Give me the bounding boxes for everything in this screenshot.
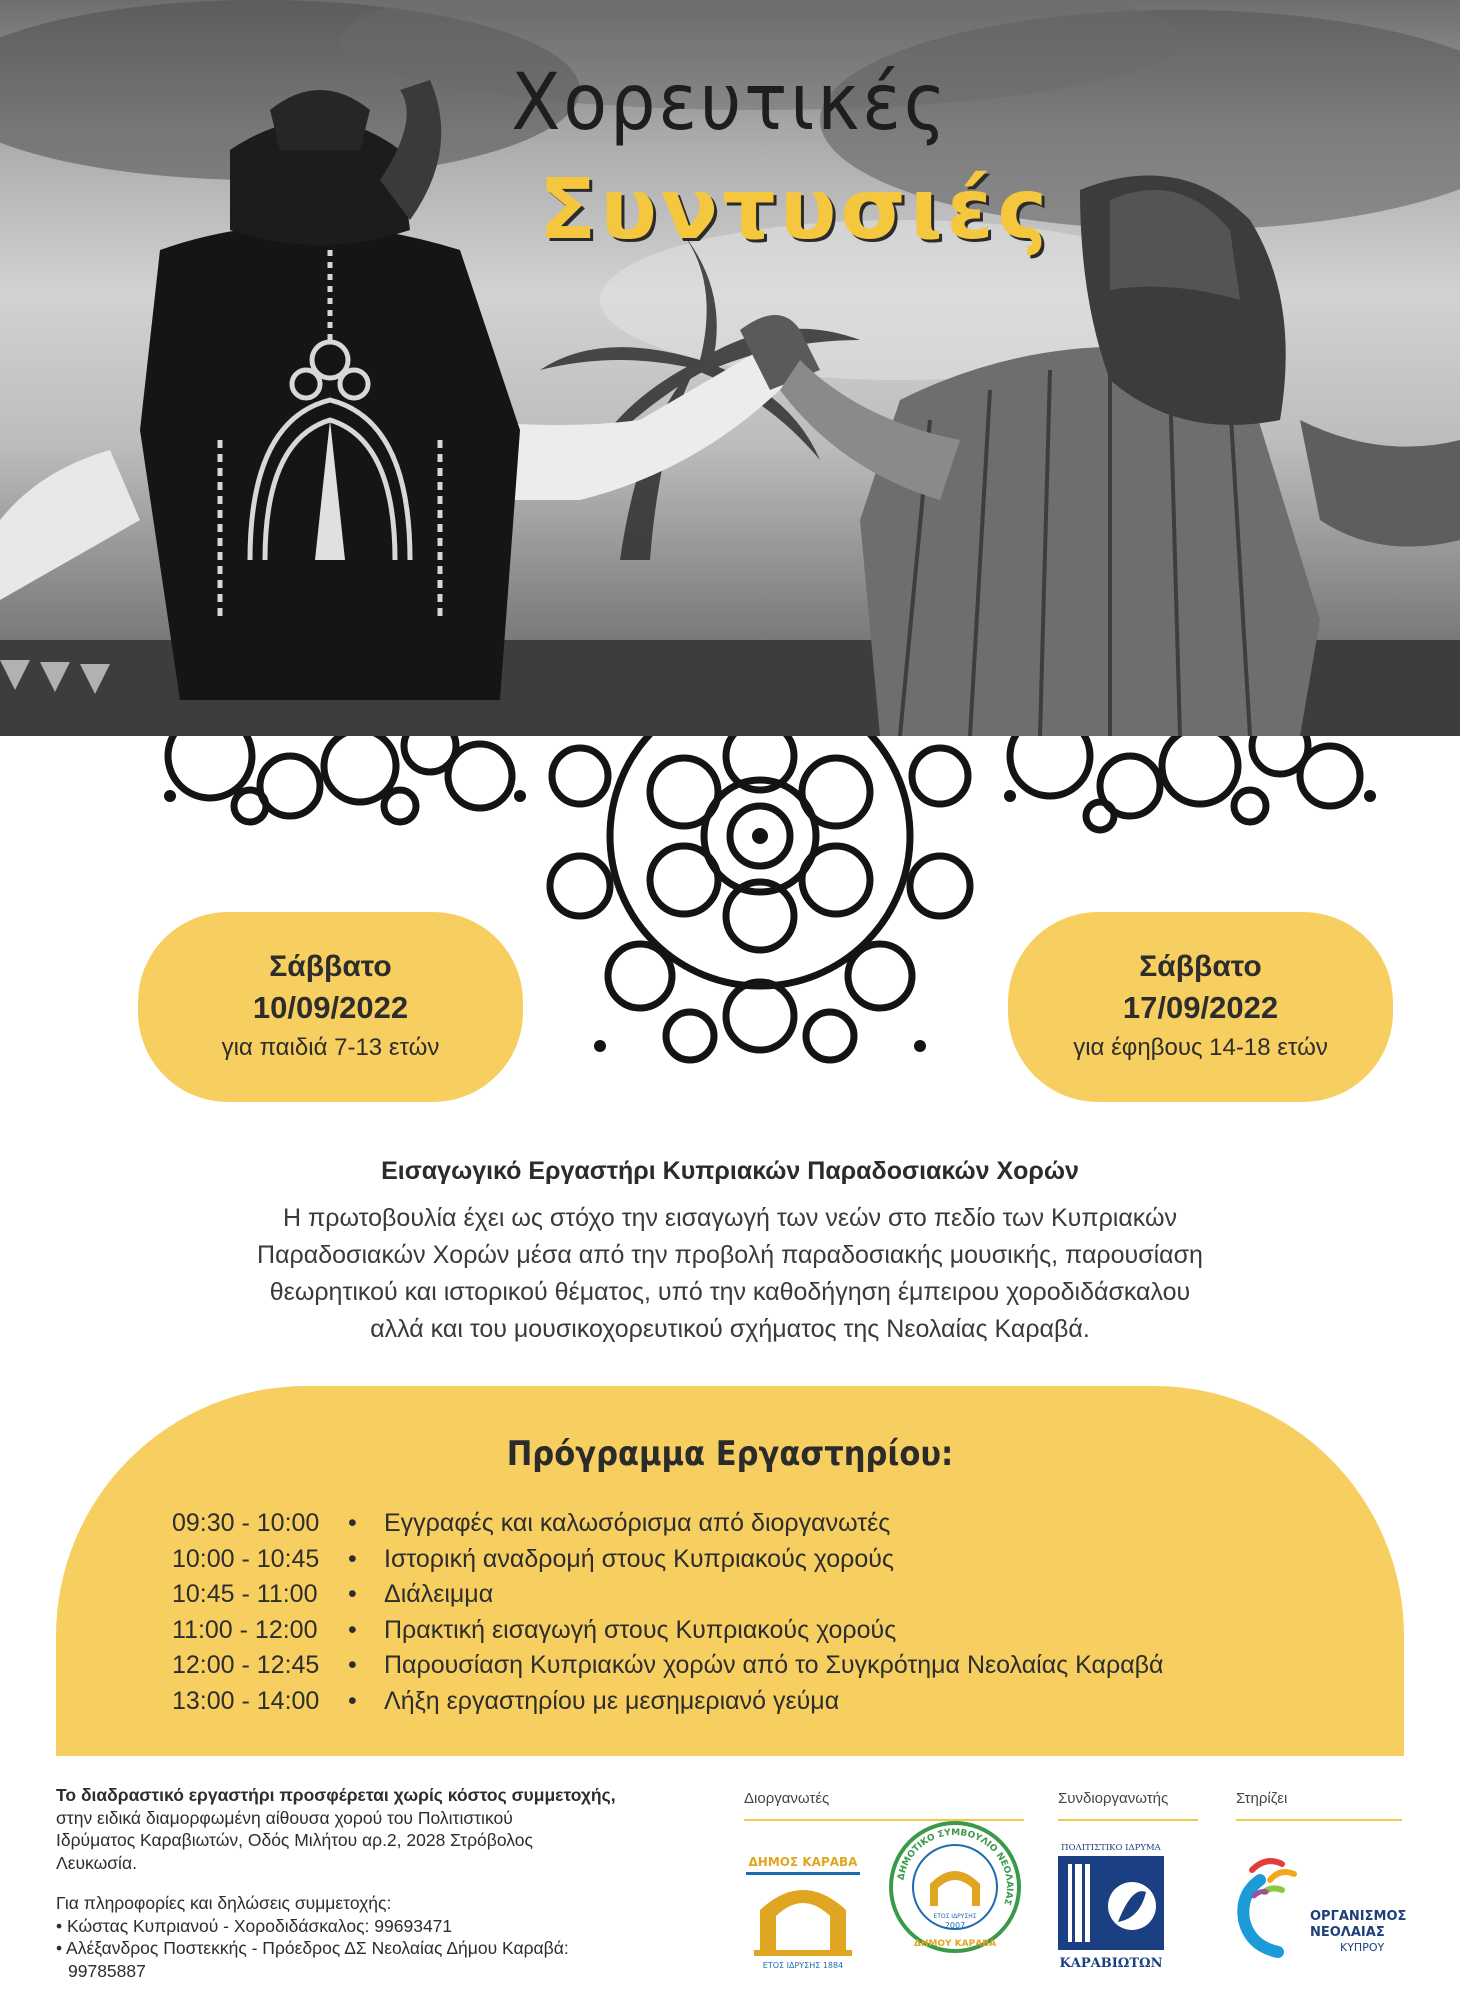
event-day: Σάββατο bbox=[1139, 950, 1262, 983]
youth-board-line3: ΚΥΠΡΟΥ bbox=[1340, 1941, 1385, 1954]
schedule-time: 09:30 - 10:00 bbox=[172, 1509, 320, 1537]
venue-line: Ιδρύματος Καραβιωτών, Οδός Μιλήτου αρ.2, 2028 Στρόβολος bbox=[56, 1830, 533, 1850]
foundation-top: ΠΟΛΙΤΙΣΤΙΚΟ ΙΔΡΥΜΑ bbox=[1061, 1843, 1161, 1853]
organizers-label: Διοργανωτές bbox=[744, 1790, 830, 1807]
dimos-karava-name: ΔΗΜΟΣ ΚΑΡΑΒΑ bbox=[748, 1855, 858, 1869]
hero-photo bbox=[0, 0, 1460, 736]
foundation-bottom: ΚΑΡΑΒΙΩΤΩΝ bbox=[1059, 1956, 1163, 1971]
supporter-label: Στηρίζει bbox=[1236, 1790, 1288, 1807]
youth-council-bottom: ΔΗΜΟΥ ΚΑΡΑΒΑ bbox=[913, 1939, 997, 1949]
bullet: • bbox=[348, 1651, 357, 1679]
info-title: Για πληροφορίες και δηλώσεις συμμετοχής: bbox=[56, 1893, 392, 1913]
supporter-divider bbox=[1236, 1819, 1402, 1821]
schedule-activity: Παρουσίαση Κυπριακών χορών από το Συγκρότημα Νεολαίας Καραβά bbox=[384, 1651, 1164, 1679]
bullet: • bbox=[348, 1544, 357, 1573]
cultural-foundation-logo bbox=[1054, 1840, 1168, 1974]
intro-line: αλλά και του μουσικοχορευτικού σχήματος της Νεολαίας Καραβά. bbox=[370, 1315, 1090, 1343]
schedule-row bbox=[172, 1542, 1163, 1578]
intro-line: Η πρωτοβουλία έχει ως στόχο την εισαγωγή των νεών στο πεδίο των Κυπριακών bbox=[282, 1204, 1178, 1232]
schedule-time: 13:00 - 14:00 bbox=[172, 1686, 320, 1715]
youth-council-ring-text: ΔΗΜΟΤΙΚΟ ΣΥΜΒΟΥΛΙΟ ΝΕΟΛΑΙΑΣ bbox=[896, 1827, 1015, 1907]
schedule-activity: Ιστορική αναδρομή στους Κυπριακούς χορούς bbox=[384, 1544, 894, 1573]
schedule-time: 10:00 - 10:45 bbox=[172, 1544, 320, 1573]
youth-council-year: 2007 bbox=[944, 1921, 966, 1930]
bullet: • bbox=[348, 1615, 357, 1644]
schedule-row bbox=[172, 1648, 1163, 1684]
dimos-karava-logo bbox=[740, 1852, 866, 1970]
schedule-time: 12:00 - 12:45 bbox=[172, 1651, 320, 1679]
intro-line: θεωρητικού και ιστορικού θέματος, υπό την καθοδήγηση έμπειρου χοροδιδάσκαλου bbox=[269, 1278, 1191, 1306]
youth-council-logo bbox=[886, 1818, 1024, 1956]
youth-council-small: ΕΤΟΣ ΙΔΡΥΣΗΣ bbox=[933, 1913, 977, 1920]
event-day: Σάββατο bbox=[269, 950, 392, 983]
event-date: 10/09/2022 bbox=[252, 990, 409, 1025]
youth-board-line2: ΝΕΟΛΑΙΑΣ bbox=[1310, 1925, 1385, 1940]
event-date-pill-2 bbox=[1008, 912, 1393, 1102]
event-date: 17/09/2022 bbox=[1122, 990, 1279, 1025]
intro-line: Παραδοσιακών Χορών μέσα από την προβολή παραδοσιακής μουσικής, παρουσίαση bbox=[257, 1241, 1203, 1269]
coorganizer-divider bbox=[1058, 1819, 1198, 1821]
coorganizer-label: Συνδιοργανωτής bbox=[1058, 1790, 1169, 1807]
bullet: • bbox=[348, 1580, 357, 1608]
schedule-title: Πρόγραμμα Εργαστηρίου: bbox=[506, 1434, 954, 1474]
schedule-row bbox=[172, 1613, 1163, 1649]
schedule-activity: Πρακτική εισαγωγή στους Κυπριακούς χορούς bbox=[384, 1615, 897, 1644]
bullet: • bbox=[348, 1686, 357, 1715]
schedule-activity: Λήξη εργαστηρίου με μεσημεριανό γεύμα bbox=[384, 1686, 840, 1715]
event-audience: για έφηβους 14-18 ετών bbox=[1073, 1034, 1328, 1061]
intro-paragraph bbox=[150, 1200, 1310, 1348]
schedule-activity: Διάλειμμα bbox=[384, 1580, 494, 1608]
youth-board-logo bbox=[1230, 1850, 1410, 1966]
event-date-pill-1 bbox=[138, 912, 523, 1102]
title-line-2: Συντυσιές bbox=[538, 160, 1052, 258]
title-line-1: Χορευτικές bbox=[511, 58, 949, 148]
contact-line: • Αλέξανδρος Ποστεκκής - Πρόεδρος ΔΣ Νεολαίας Δήμου Καραβά: bbox=[56, 1938, 569, 1958]
intro-title: Εισαγωγικό Εργαστήρι Κυπριακών Παραδοσιακών Χορών bbox=[381, 1157, 1079, 1185]
schedule-row bbox=[172, 1577, 1163, 1613]
schedule-row bbox=[172, 1506, 1163, 1542]
venue-line: στην ειδικά διαμορφωμένη αίθουσα χορού του Πολιτιστικού bbox=[56, 1807, 513, 1828]
contact-line: • Κώστας Κυπριανού - Χοροδιδάσκαλος: 99693471 bbox=[56, 1915, 453, 1936]
venue-line: Λευκωσία. bbox=[56, 1852, 137, 1873]
venue-bold: Το διαδραστικό εργαστήρι προσφέρεται χωρίς κόστος συμμετοχής, bbox=[56, 1785, 616, 1805]
dimos-karava-year: ΕΤΟΣ ΙΔΡΥΣΗΣ 1884 bbox=[762, 1961, 844, 1970]
youth-board-line1: ΟΡΓΑΝΙΣΜΟΣ bbox=[1310, 1909, 1407, 1924]
event-audience: για παιδιά 7-13 ετών bbox=[221, 1034, 440, 1061]
schedule-time: 11:00 - 12:00 bbox=[172, 1615, 318, 1644]
schedule-time: 10:45 - 11:00 bbox=[172, 1580, 318, 1608]
footer-info bbox=[56, 1784, 716, 1982]
contact-line: 99785887 bbox=[68, 1960, 146, 1981]
schedule-panel bbox=[56, 1386, 1404, 1756]
schedule-list bbox=[172, 1506, 1163, 1719]
schedule-row bbox=[172, 1684, 1163, 1720]
bullet: • bbox=[348, 1509, 357, 1537]
schedule-activity: Εγγραφές και καλωσόρισμα από διοργανωτές bbox=[384, 1509, 891, 1537]
